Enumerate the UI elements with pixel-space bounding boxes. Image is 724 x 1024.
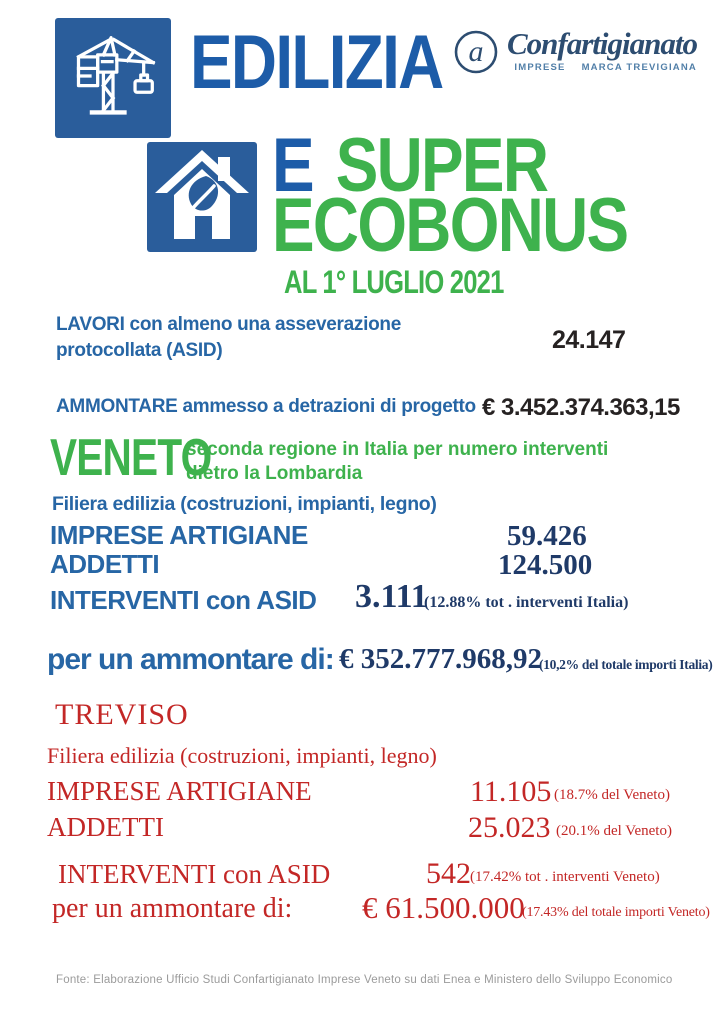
veneto-title: VENETO (50, 429, 212, 487)
veneto-addetti-value: 124.500 (498, 549, 593, 581)
eco-house-leaf-icon (152, 145, 252, 250)
subtitle-super: SUPER (335, 123, 548, 208)
veneto-imprese-label: IMPRESE ARTIGIANE (50, 520, 308, 550)
veneto-interventi-label: INTERVENTI con ASID (50, 585, 317, 615)
treviso-ammontare-label: per un ammontare di: (52, 893, 293, 924)
subtitle-e: E (272, 123, 313, 208)
treviso-title: TREVISO (55, 698, 189, 731)
ammontare-value: € 3.452.374.363,15 (482, 394, 680, 421)
treviso-ammontare-note: (17.43% del totale importi Veneto) (522, 905, 710, 920)
veneto-ammontare-label: per un ammontare di: (47, 643, 334, 676)
lavori-value: 24.147 (552, 326, 626, 354)
treviso-addetti-note: (20.1% del Veneto) (556, 823, 672, 839)
veneto-addetti-label: ADDETTI (50, 549, 160, 579)
confartigianato-monogram-icon (452, 28, 500, 81)
treviso-interventi-note: (17.42% tot . interventi Veneto) (470, 869, 660, 885)
treviso-addetti-label: ADDETTI (47, 812, 164, 842)
page-title: EDILIZIA (190, 20, 443, 105)
treviso-addetti-value: 25.023 (468, 811, 551, 844)
treviso-imprese-label: IMPRESE ARTIGIANE (47, 776, 312, 806)
eco-house-badge (147, 142, 257, 252)
treviso-filiera: Filiera edilizia (costruzioni, impianti, legno) (47, 743, 437, 768)
veneto-ammontare-note: (10,2% del totale importi Italia) (539, 657, 713, 672)
treviso-ammontare-value: € 61.500.000 (362, 890, 525, 925)
treviso-interventi-label: INTERVENTI con ASID (58, 859, 331, 889)
subtitle-line2: ECOBONUS (272, 183, 628, 268)
logo-name: Confartigianato (507, 26, 697, 61)
logo-tagline: IMPRESE MARCA TREVIGIANA (514, 62, 697, 73)
veneto-ammontare-value: € 352.777.968,92 (339, 643, 542, 675)
source-note: Fonte: Elaborazione Ufficio Studi Confartigianato Imprese Veneto su dati Enea e Ministero dello Sviluppo Economico (56, 974, 673, 986)
treviso-imprese-note: (18.7% del Veneto) (554, 787, 670, 803)
veneto-interventi-note: (12.88% tot . interventi Italia) (424, 594, 629, 611)
veneto-imprese-value: 59.426 (507, 520, 587, 552)
ammontare-label: AMMONTARE ammesso a detrazioni di progetto (56, 396, 476, 417)
lavori-label: LAVORI con almeno una asseverazione protocollata (ASID) (56, 314, 401, 361)
veneto-interventi-value: 3.111 (355, 578, 428, 615)
veneto-subtitle: seconda regione in Italia per numero interventi dietro la Lombardia (186, 439, 609, 484)
date-line: AL 1° LUGLIO 2021 (284, 264, 504, 300)
treviso-interventi-value: 542 (426, 857, 471, 890)
veneto-filiera: Filiera edilizia (costruzioni, impianti, legno) (52, 493, 437, 515)
construction-crane-badge (55, 18, 171, 138)
treviso-imprese-value: 11.105 (470, 775, 552, 808)
crane-icon (67, 28, 159, 129)
confartigianato-logo (452, 28, 697, 81)
svg-text:a: a (468, 35, 484, 68)
